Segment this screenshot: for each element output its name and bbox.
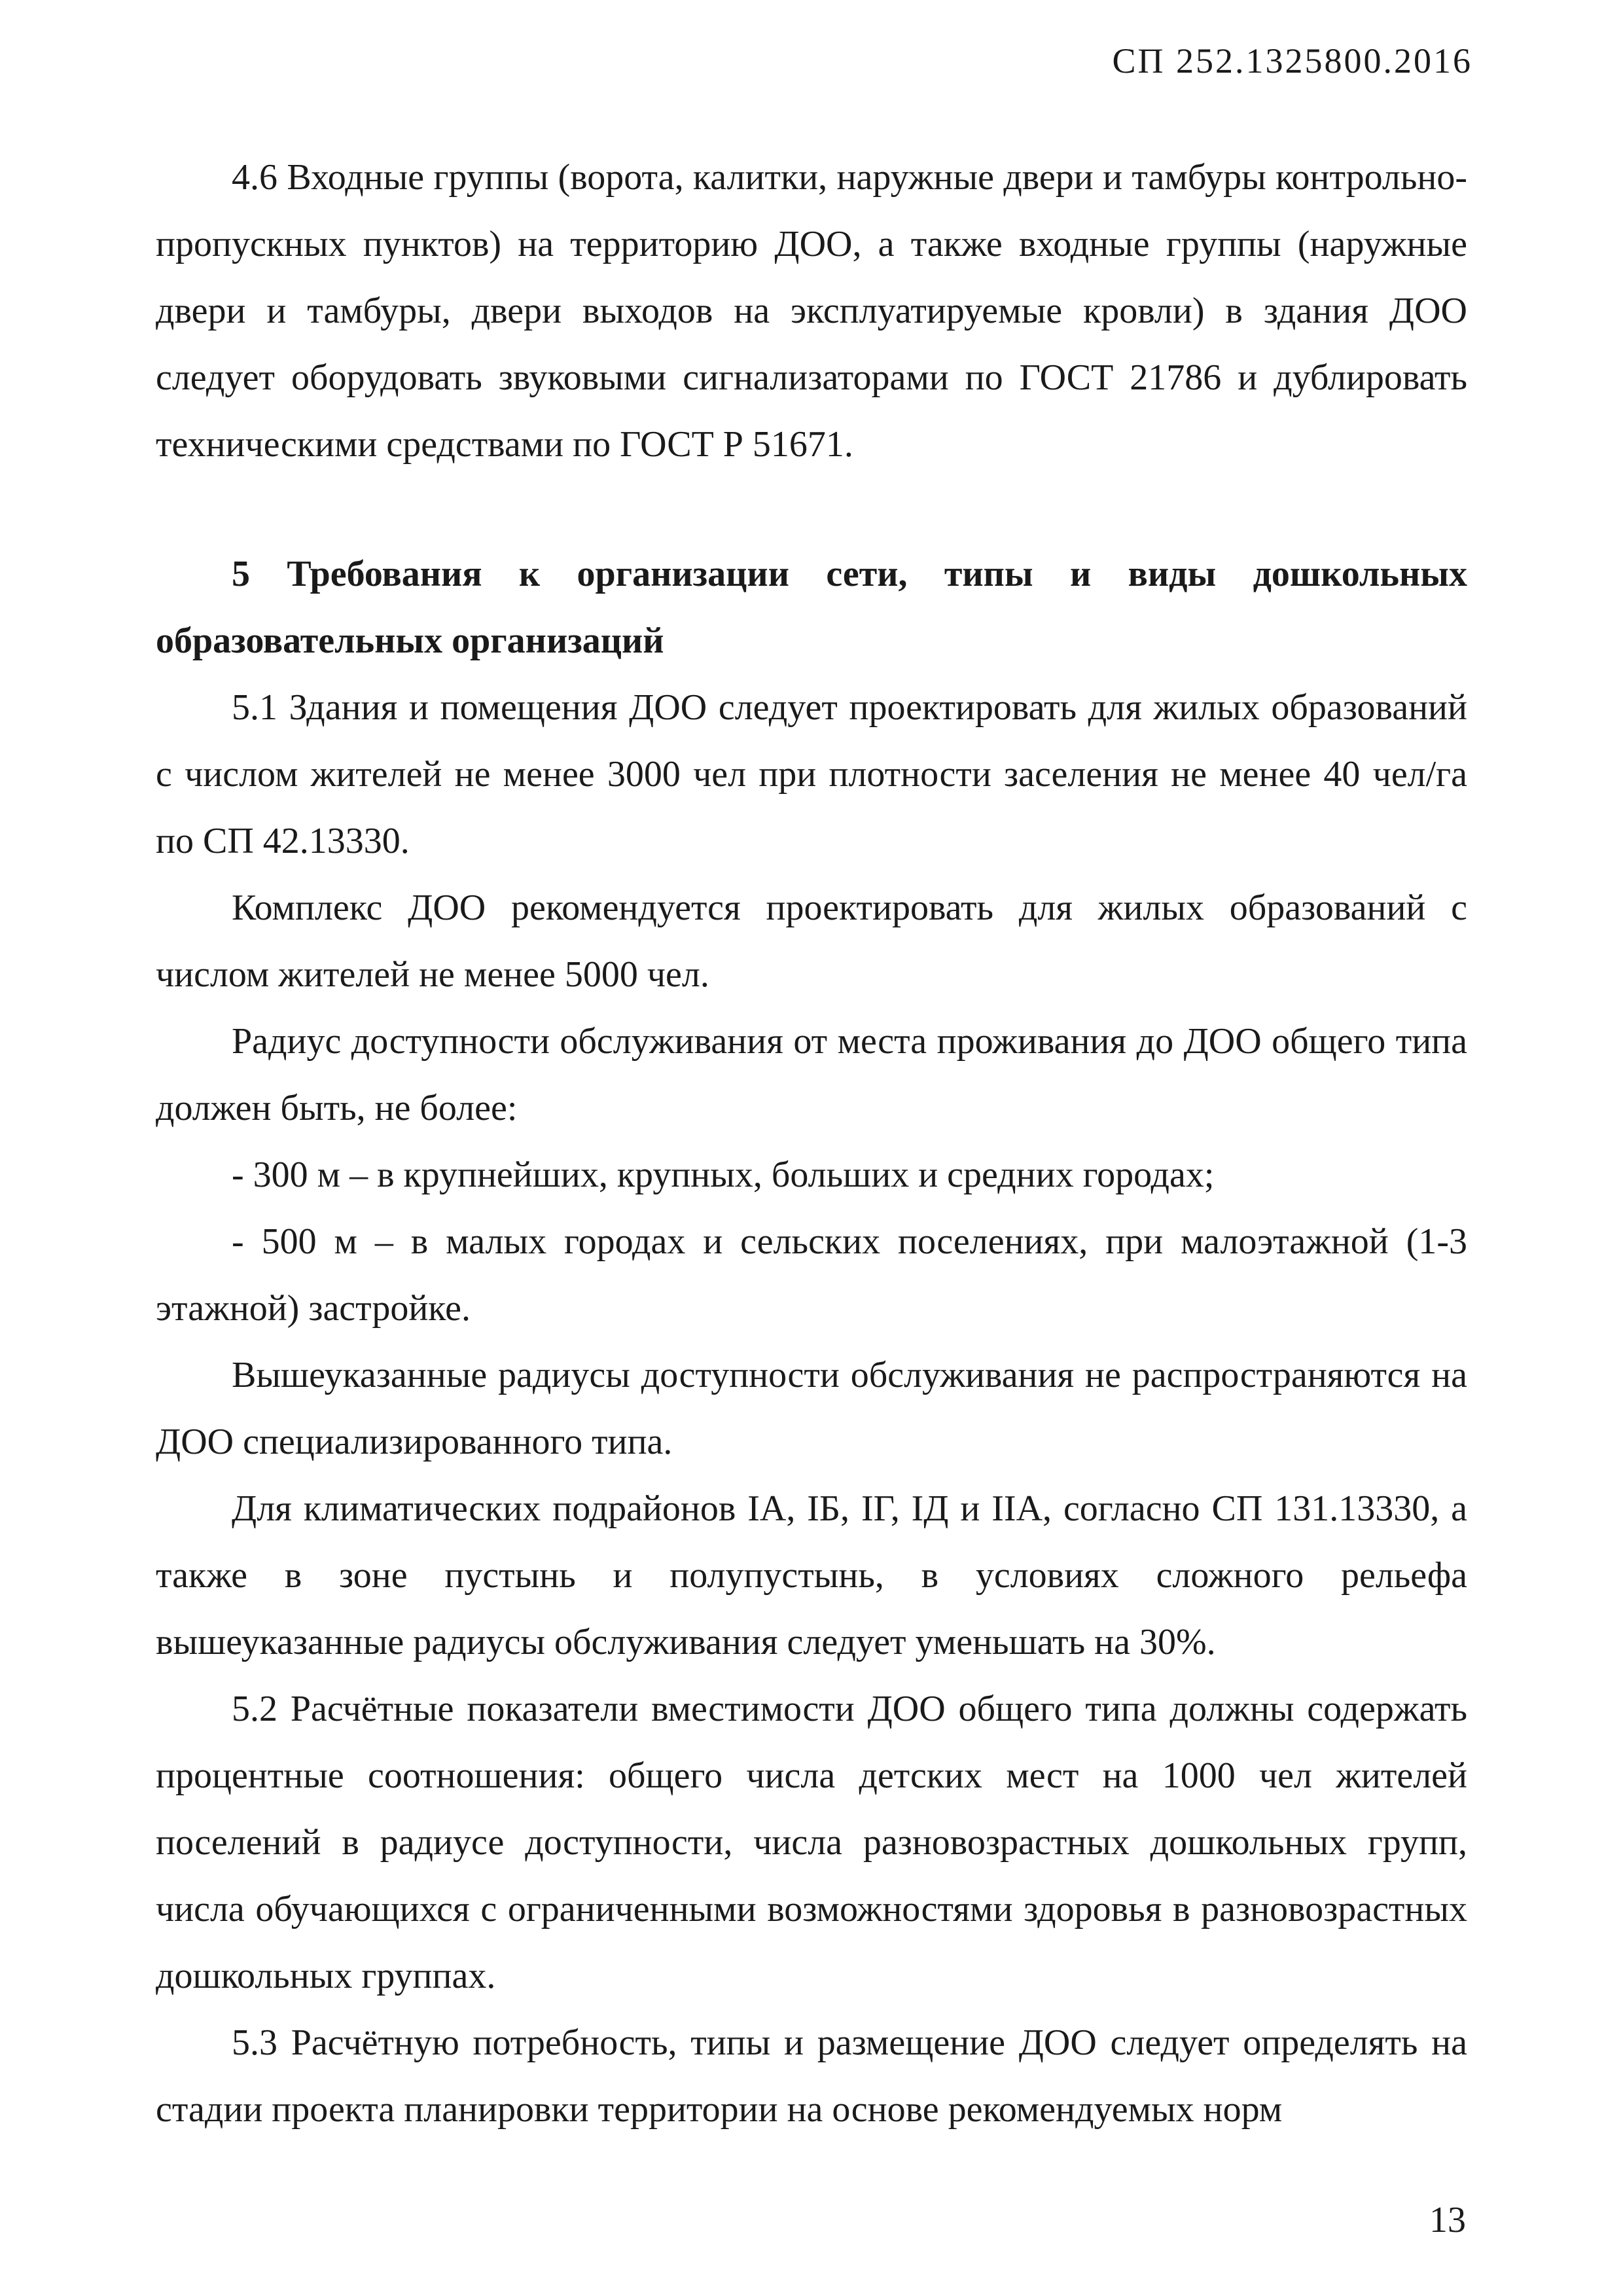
list-item-500m: - 500 м – в малых городах и сельских поселениях, при малоэтажной (1-3 этажной) застройке.	[156, 1221, 1467, 1329]
paragraph-5-1: 5.1 Здания и помещения ДОО следует проектировать для жилых образований с числом жителей не менее 3000 чел при плотности заселения не менее 40 чел/га по СП 42.13330.	[156, 687, 1467, 861]
paragraph-complex: Комплекс ДОО рекомендуется проектировать для жилых образований с числом жителей не менее 5000 чел.	[156, 888, 1467, 995]
paragraph-5-2: 5.2 Расчётные показатели вместимости ДОО общего типа должны содержать процентные соотношения: общего числа детских мест на 1000 чел жителей поселений в радиусе доступности, числа разновозрастных дошкольных групп, числа обучающихся с ограниченными возможностями здоровья в разновозрастных дошкольных группах.	[156, 1689, 1467, 1996]
list-item-300m: - 300 м – в крупнейших, крупных, больших и средних городах;	[232, 1155, 1215, 1195]
paragraph-above-radii: Вышеуказанные радиусы доступности обслуживания не распространяются на ДОО специализированного типа.	[156, 1355, 1467, 1462]
section-gap	[156, 478, 1467, 541]
document-body	[156, 144, 1467, 2143]
paragraph-radius: Радиус доступности обслуживания от места проживания до ДОО общего типа должен быть, не более:	[156, 1021, 1467, 1128]
document-code-header: СП 252.1325800.2016	[1112, 41, 1472, 81]
page-number: 13	[1429, 2200, 1466, 2240]
paragraph-climate: Для климатических подрайонов IA, IБ, IГ, IД и IIA, согласно СП 131.13330, а также в зоне пустынь и полупустынь, в условиях сложного рельефа вышеуказанные радиусы обслуживания следует уменьшать на 30%.	[156, 1488, 1467, 1662]
section-5-heading: 5 Требования к организации сети, типы и виды дошкольных образовательных организаций	[156, 554, 1467, 661]
paragraph-5-3: 5.3 Расчётную потребность, типы и размещение ДОО следует определять на стадии проекта планировки территории на основе рекомендуемых норм	[156, 2022, 1467, 2130]
paragraph-4-6: 4.6 Входные группы (ворота, калитки, наружные двери и тамбуры контрольно-пропускных пунктов) на территорию ДОО, а также входные группы (наружные двери и тамбуры, двери выходов на эксплуатируемые кровли) в здания ДОО следует оборудовать звуковыми сигнализаторами по ГОСТ 21786 и дублировать техническими средствами по ГОСТ Р 51671.	[156, 157, 1467, 465]
